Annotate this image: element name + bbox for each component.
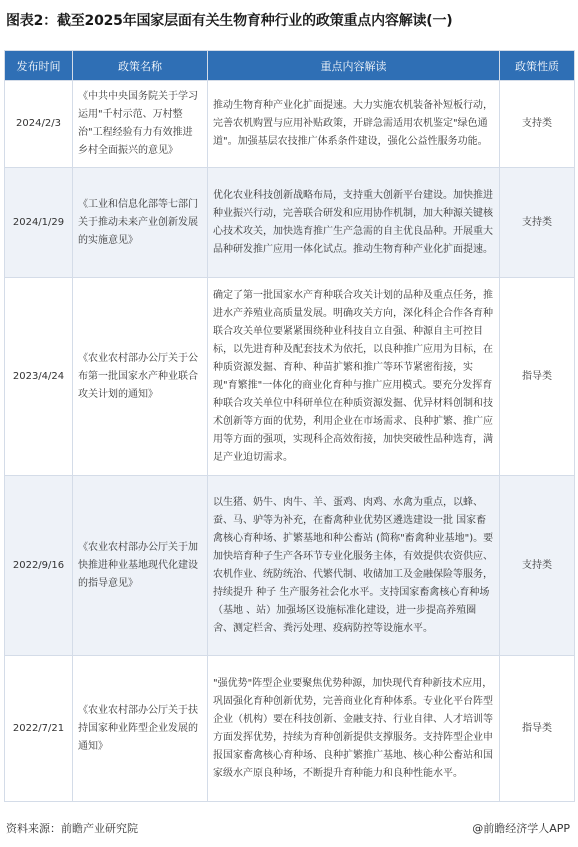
table-row — [5, 168, 575, 278]
row-policy-name: 《农业农村部办公厅关于扶持国家种业阵型企业发展的通知》 — [73, 656, 208, 802]
row-policy-name: 《农业农村部办公厅关于加快推进种业基地现代化建设的指导意见》 — [73, 476, 208, 656]
row-content: 优化农业科技创新战略布局，支持重大创新平台建设。加快推进种业振兴行动，完善联合研发和应用协作机制，加大种源关键核心技术攻关，加快选育推广生产急需的自主优良品种。开展重大品种研发推广应用一体化试点。推动生物育种产业化扩面提速。 — [208, 168, 500, 278]
table-row — [5, 656, 575, 802]
row-content: "强优势"阵型企业要聚焦优势种源，加快现代育种新技术应用，巩固强化育种创新优势，完善商业化育种体系。专业化平台阵型企业（机构）要在科技创新、金融支持、行业自律、人才培训等方面发挥优势，持续为育种创新提供支撑服务。支持阵型企业申报国家畜禽核心育种场、良种扩繁推广基地、核心种公畜站和国家级水产原良种场，不断提升育种能力和良种性能水平。 — [208, 656, 500, 802]
row-nature: 支持类 — [500, 476, 575, 656]
policy-table — [4, 50, 575, 802]
chart-title: 图表2：截至2025年国家层面有关生物育种行业的政策重点内容解读(一) — [6, 13, 453, 29]
header-policy-name: 政策名称 — [73, 51, 208, 81]
row-policy-name: 《中共中央国务院关于学习运用"千村示范、万村整治"工程经验有力有效推进乡村全面振兴的意见》 — [73, 81, 208, 168]
row-nature: 指导类 — [500, 656, 575, 802]
header-nature: 政策性质 — [500, 51, 575, 81]
brand-credit: @前瞻经济学人APP — [472, 822, 570, 835]
row-nature: 指导类 — [500, 278, 575, 476]
row-date: 2022/9/16 — [5, 476, 73, 656]
row-date: 2024/2/3 — [5, 81, 73, 168]
row-content: 以生猪、奶牛、肉牛、羊、蛋鸡、肉鸡、水禽为重点，以蜂、蚕、马、驴等为补充，在畜禽种业优势区遴选建设一批 国家畜禽核心育种场、扩繁基地和种公畜站 (简称"畜禽种业基地")。要加快培育种子生产各环节专业化服务主体，有效提供农资供应、农机作业、统防统治、代繁代制、收储加工及金融保险等服务，持续提升 种子 生产服务社会化水平。支持国家畜禽核心育种场 （基地 、站）加强场区设施标准化建设，进一步提高养殖圈舍、测定栏舍、粪污处理、疫病防控等设施水平。 — [208, 476, 500, 656]
row-policy-name: 《农业农村部办公厅关于公布第一批国家水产种业联合攻关计划的通知》 — [73, 278, 208, 476]
table-header-row — [5, 51, 575, 81]
source-note: 资料来源：前瞻产业研究院 — [6, 822, 138, 835]
table-row — [5, 278, 575, 476]
table-row — [5, 81, 575, 168]
row-date: 2023/4/24 — [5, 278, 73, 476]
row-date: 2022/7/21 — [5, 656, 73, 802]
row-nature: 支持类 — [500, 81, 575, 168]
header-content: 重点内容解读 — [208, 51, 500, 81]
table-row — [5, 476, 575, 656]
header-date: 发布时间 — [5, 51, 73, 81]
row-content: 确定了第一批国家水产育种联合攻关计划的品种及重点任务，推进水产养殖业高质量发展。明确攻关方向，深化科企合作各育种联合攻关单位要紧紧围绕种业科技自立自强、种源自主可控目标，以先进育种及配套技术为依托，以良种推广应用为目标，在种质资源发掘、育种、种苗扩繁和推广等环节紧密衔接，实现"育繁推"一体化的商业化育种与推广应用模式。要充分发挥育种联合攻关单位中科研单位在种质资源发掘、优异材料创制和技术创新等方面的优势，利用企业在市场需求、良种扩繁、推广应用等方面的强项，实现科企高效衔接，加快突破性品种选育，满足产业迫切需求。 — [208, 278, 500, 476]
row-date: 2024/1/29 — [5, 168, 73, 278]
row-policy-name: 《工业和信息化部等七部门关于推动未来产业创新发展的实施意见》 — [73, 168, 208, 278]
row-content: 推动生物育种产业化扩面提速。大力实施农机装备补短板行动，完善农机购置与应用补贴政策，开辟急需适用农机鉴定"绿色通道"。加强基层农技推广体系条件建设，强化公益性服务功能。 — [208, 81, 500, 168]
row-nature: 支持类 — [500, 168, 575, 278]
